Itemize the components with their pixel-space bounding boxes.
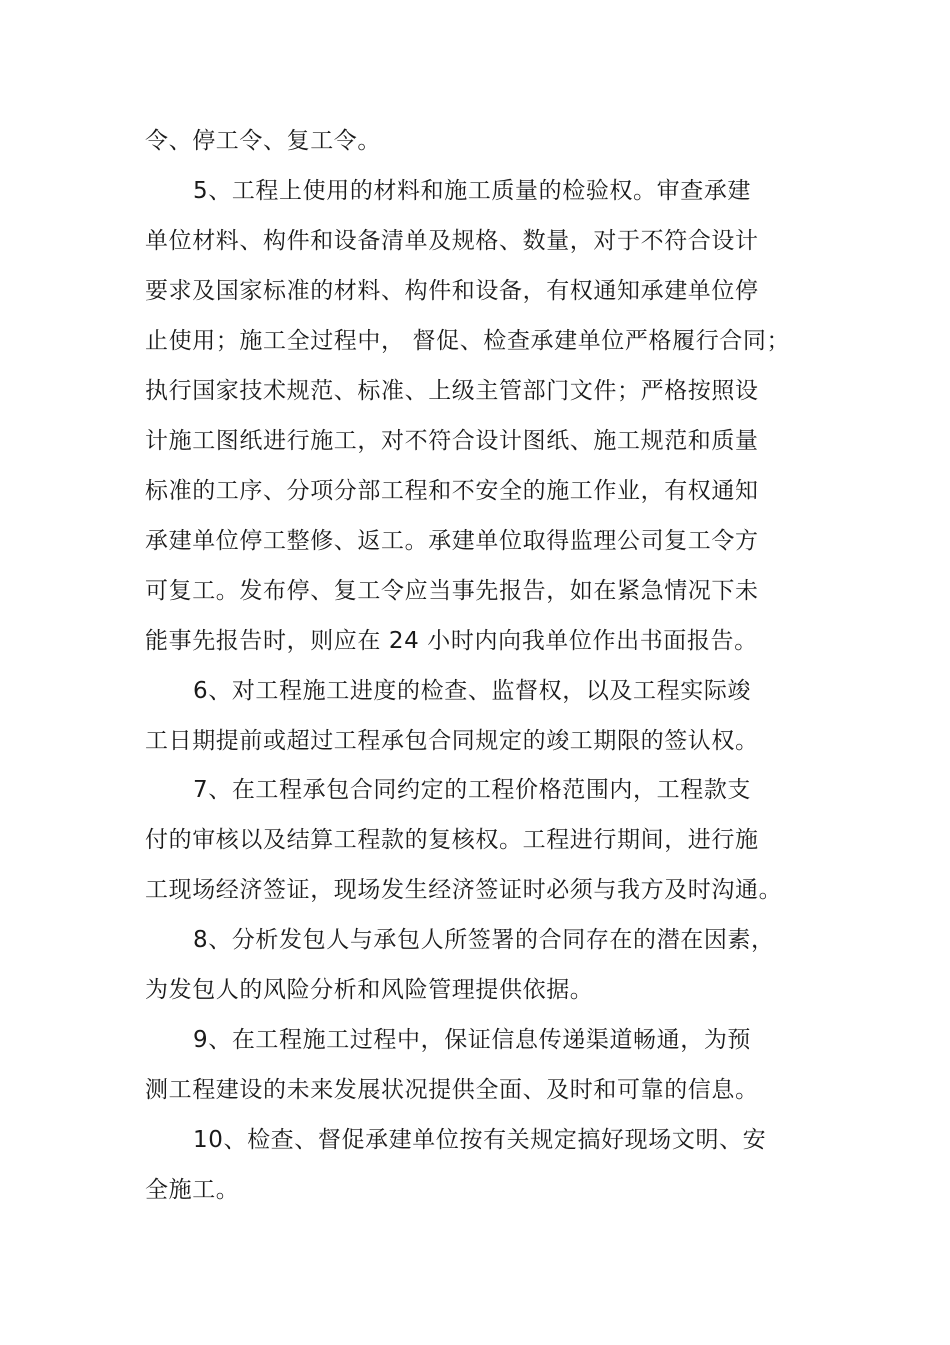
text-line: 可复工。发布停、复工令应当事先报告，如在紧急情况下未 xyxy=(145,578,759,604)
text-line: 10、检查、督促承建单位按有关规定搞好现场文明、安 xyxy=(193,1127,767,1153)
text-line: 8、分析发包人与承包人所签署的合同存在的潜在因素， xyxy=(193,927,775,953)
text-line: 要求及国家标准的材料、构件和设备，有权通知承建单位停 xyxy=(145,278,759,304)
text-line: 为发包人的风险分析和风险管理提供依据。 xyxy=(145,977,594,1003)
text-line: 9、在工程施工过程中，保证信息传递渠道畅通，为预 xyxy=(193,1027,752,1053)
text-line: 止使用；施工全过程中， 督促、检查承建单位严格履行合同； xyxy=(145,328,791,354)
text-line: 付的审核以及结算工程款的复核权。工程进行期间，进行施 xyxy=(145,827,759,853)
text-line: 7、在工程承包合同约定的工程价格范围内，工程款支 xyxy=(193,777,752,803)
text-line: 6、对工程施工进度的检查、监督权，以及工程实际竣 xyxy=(193,678,752,704)
text-line: 计施工图纸进行施工，对不符合设计图纸、施工规范和质量 xyxy=(145,428,759,454)
text-line: 工日期提前或超过工程承包合同规定的竣工期限的签认权。 xyxy=(145,728,759,754)
text-line: 令、停工令、复工令。 xyxy=(145,128,381,154)
text-line: 能事先报告时，则应在 24 小时内向我单位作出书面报告。 xyxy=(145,628,758,654)
text-line: 测工程建设的未来发展状况提供全面、及时和可靠的信息。 xyxy=(145,1077,759,1103)
text-line: 单位材料、构件和设备清单及规格、数量，对于不符合设计 xyxy=(145,228,759,254)
text-line: 承建单位停工整修、返工。承建单位取得监理公司复工令方 xyxy=(145,528,759,554)
text-line: 标准的工序、分项分部工程和不安全的施工作业，有权通知 xyxy=(145,478,759,504)
text-line: 执行国家技术规范、标准、上级主管部门文件；严格按照设 xyxy=(145,378,759,404)
text-line: 5、工程上使用的材料和施工质量的检验权。审查承建 xyxy=(193,178,752,204)
text-line: 全施工。 xyxy=(145,1177,240,1203)
text-line: 工现场经济签证，现场发生经济签证时必须与我方及时沟通。 xyxy=(145,877,783,903)
